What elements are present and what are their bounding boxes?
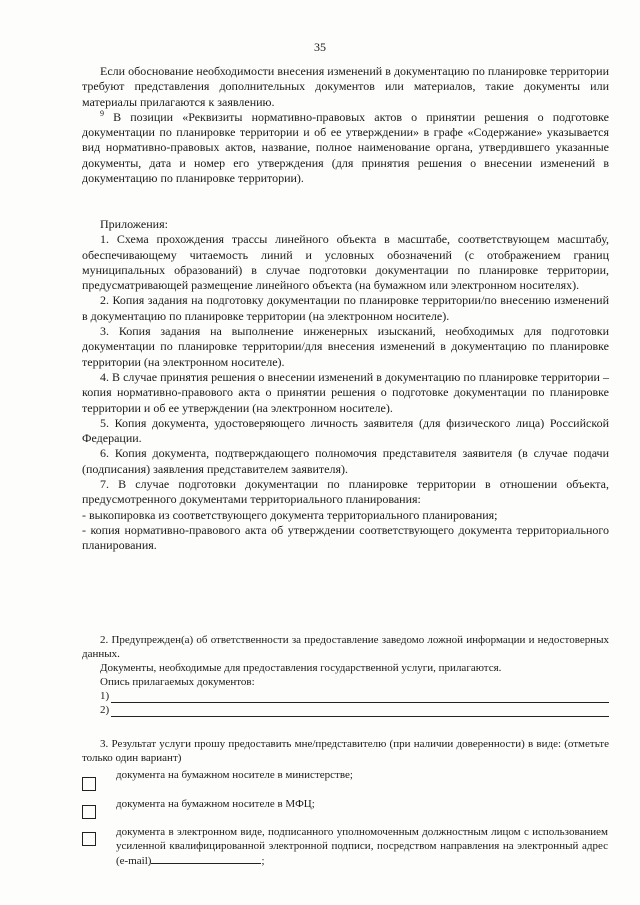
page-number: 35: [314, 40, 326, 54]
attachment-item-4: 4. В случае принятия решения о внесении изменений в документацию по планировке территории – копия нормативно-правового акта о принятии решения о подготовке документации по планировке территории и об ее утверждении (на электронном носителе).: [82, 369, 609, 415]
section-2: [82, 633, 609, 717]
footnote-mark: 9: [100, 108, 104, 118]
footnote-text: В позиции «Реквизиты нормативно-правовых актов о принятии решения о подготовке документации по планировке территории и об ее утверждении» в графе «Содержание» указывается вид нормативно-правовых актов, название, полное наименование органа, утвердившего указанные документы, дата и номер его утверждения (для принятия решения о внесении изменений в документацию по планировке территории).: [82, 109, 610, 186]
attachment-item-1: 1. Схема прохождения трассы линейного объекта в масштабе, соответствующем масштабу, обеспечивающему читаемость линий и условных обозначений (с отображением границ муниципальных образований) в случае подготовки документации по планировке территории, предусматривающей размещение линейного объекта (на бумажном или электронном носителях).: [82, 232, 609, 293]
result-request-paragraph: 3. Результат услуги прошу предоставить мне/представителю (при наличии доверенности) в виде: (отметьте только один вариант): [82, 738, 609, 764]
attachment-item-2: 2. Копия задания на подготовку документации по планировке территории/по внесению изменений в документацию по планировке территории (на электронном носителе).: [82, 293, 609, 323]
attachment-subitem-1: - выкопировка из соответствующего документа территориального планирования;: [82, 507, 498, 522]
attachment-item-6: 6. Копия документа, подтверждающего полномочия представителя заявителя (в случае подачи (подписания) заявления представителем заявителя).: [82, 446, 609, 476]
option-ministry-label: документа на бумажном носителе в министерстве;: [116, 769, 353, 781]
attachment-subitem-2: - копия нормативно-правового акта об утверждении соответствующего документа территориального планирования.: [82, 522, 609, 553]
intro-paragraph: Если обоснование необходимости внесения изменений в документацию по планировке территории требуют представления дополнительных документов или материалов, такие документы или материалы прилагаются к заявлению.: [82, 64, 609, 109]
option-mfc-label: документа на бумажном носителе в МФЦ;: [116, 798, 315, 810]
warning-paragraph: 2. Предупрежден(а) об ответственности за предоставление заведомо ложной информации и недостоверных данных.: [82, 634, 609, 660]
attachments-heading: Приложения:: [100, 217, 168, 231]
checkbox-electronic[interactable]: [82, 832, 96, 846]
attachments-list: [82, 217, 609, 554]
attachment-item-5: 5. Копия документа, удостоверяющего личность заявителя (для физического лица) Российской Федерации.: [82, 415, 609, 446]
email-line[interactable]: [151, 853, 261, 864]
footnote-paragraph: [82, 110, 609, 186]
inventory-line-1[interactable]: 1): [82, 689, 609, 703]
section-3: [82, 737, 609, 765]
attachment-item-7: 7. В случае подготовки документации по планировке территории в отношении объекта, предусмотренного документами территориального планирования:: [82, 477, 609, 507]
attachment-item-3: 3. Копия задания на выполнение инженерных изысканий, необходимых для подготовки документации по планировке территории/для внесения изменений в документацию по планировке территории (на электронном носителе).: [82, 324, 609, 369]
documents-attached-text: Документы, необходимые для предоставления государственной услуги, прилагаются.: [100, 662, 502, 674]
checkbox-ministry[interactable]: [82, 777, 96, 791]
intro-text: [82, 64, 609, 186]
checkbox-mfc[interactable]: [82, 805, 96, 819]
option-electronic-label: документа в электронном виде, подписанного уполномоченным должностным лицом с использованием усиленной квалифицированной электронной подписи, посредством направления на электронный адрес (e-mail) ;: [116, 826, 608, 867]
inventory-line-2[interactable]: 2): [82, 703, 609, 717]
inventory-heading: Опись прилагаемых документов:: [100, 676, 255, 688]
